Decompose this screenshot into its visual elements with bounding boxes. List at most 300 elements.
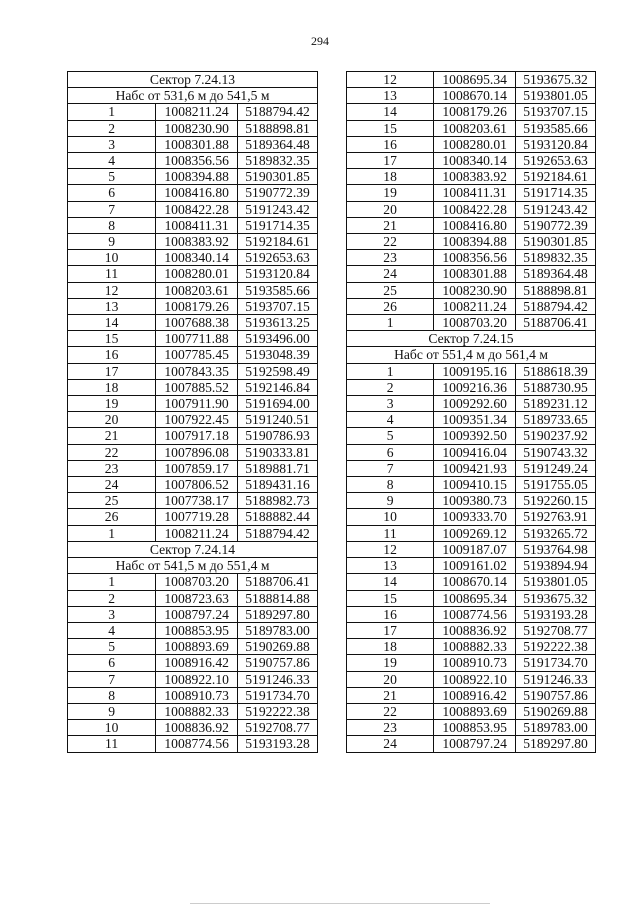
point-number-cell: 7 xyxy=(68,201,156,217)
x-coordinate-cell: 1008893.69 xyxy=(156,639,238,655)
table-row xyxy=(347,104,596,120)
x-coordinate-cell: 1008422.28 xyxy=(434,201,516,217)
point-number-cell: 17 xyxy=(347,622,434,638)
x-coordinate-cell: 1008203.61 xyxy=(434,120,516,136)
point-number-cell: 13 xyxy=(68,298,156,314)
table-row xyxy=(68,444,318,460)
point-number-cell: 8 xyxy=(68,217,156,233)
table-row xyxy=(68,315,318,331)
x-coordinate-cell: 1009410.15 xyxy=(434,477,516,493)
table-row xyxy=(68,347,318,363)
x-coordinate-cell: 1008882.33 xyxy=(156,703,238,719)
point-number-cell: 12 xyxy=(68,282,156,298)
point-number-cell: 2 xyxy=(347,379,434,395)
y-coordinate-cell: 5193120.84 xyxy=(516,136,596,152)
y-coordinate-cell: 5188898.81 xyxy=(516,282,596,298)
y-coordinate-cell: 5189832.35 xyxy=(516,250,596,266)
sector-header-row xyxy=(68,541,318,557)
y-coordinate-cell: 5192653.63 xyxy=(516,153,596,169)
x-coordinate-cell: 1009216.36 xyxy=(434,379,516,395)
x-coordinate-cell: 1007885.52 xyxy=(156,379,238,395)
x-coordinate-cell: 1008356.56 xyxy=(156,153,238,169)
point-number-cell: 11 xyxy=(68,736,156,752)
y-coordinate-cell: 5192222.38 xyxy=(516,639,596,655)
y-coordinate-cell: 5189364.48 xyxy=(516,266,596,282)
y-coordinate-cell: 5188794.42 xyxy=(516,298,596,314)
x-coordinate-cell: 1007859.17 xyxy=(156,460,238,476)
y-coordinate-cell: 5190333.81 xyxy=(238,444,318,460)
y-coordinate-cell: 5188814.88 xyxy=(238,590,318,606)
x-coordinate-cell: 1008670.14 xyxy=(434,88,516,104)
sector-header-row xyxy=(347,331,596,347)
x-coordinate-cell: 1008383.92 xyxy=(156,234,238,250)
page-number: 294 xyxy=(311,34,329,48)
x-coordinate-cell: 1007843.35 xyxy=(156,363,238,379)
y-coordinate-cell: 5188794.42 xyxy=(238,525,318,541)
point-number-cell: 19 xyxy=(347,655,434,671)
y-coordinate-cell: 5190301.85 xyxy=(238,169,318,185)
y-coordinate-cell: 5189783.00 xyxy=(516,720,596,736)
y-coordinate-cell: 5190237.92 xyxy=(516,428,596,444)
x-coordinate-cell: 1008394.88 xyxy=(156,169,238,185)
x-coordinate-cell: 1008211.24 xyxy=(156,525,238,541)
x-coordinate-cell: 1008416.80 xyxy=(434,217,516,233)
y-coordinate-cell: 5193801.05 xyxy=(516,574,596,590)
y-coordinate-cell: 5193894.94 xyxy=(516,558,596,574)
table-row xyxy=(68,428,318,444)
y-coordinate-cell: 5191714.35 xyxy=(516,185,596,201)
y-coordinate-cell: 5192260.15 xyxy=(516,493,596,509)
table-row xyxy=(68,639,318,655)
x-coordinate-cell: 1008211.24 xyxy=(156,104,238,120)
y-coordinate-cell: 5193496.00 xyxy=(238,331,318,347)
table-row xyxy=(347,639,596,655)
y-coordinate-cell: 5193048.39 xyxy=(238,347,318,363)
x-coordinate-cell: 1007711.88 xyxy=(156,331,238,347)
x-coordinate-cell: 1008179.26 xyxy=(434,104,516,120)
x-coordinate-cell: 1008280.01 xyxy=(434,136,516,152)
x-coordinate-cell: 1007917.18 xyxy=(156,428,238,444)
x-coordinate-cell: 1008882.33 xyxy=(434,639,516,655)
table-row xyxy=(68,136,318,152)
x-coordinate-cell: 1008695.34 xyxy=(434,72,516,88)
point-number-cell: 19 xyxy=(68,396,156,412)
x-coordinate-cell: 1007719.28 xyxy=(156,509,238,525)
table-row xyxy=(347,298,596,314)
point-number-cell: 10 xyxy=(68,720,156,736)
x-coordinate-cell: 1008179.26 xyxy=(156,298,238,314)
point-number-cell: 9 xyxy=(68,703,156,719)
x-coordinate-cell: 1009380.73 xyxy=(434,493,516,509)
point-number-cell: 16 xyxy=(347,606,434,622)
y-coordinate-cell: 5190757.86 xyxy=(238,655,318,671)
y-coordinate-cell: 5191240.51 xyxy=(238,412,318,428)
point-number-cell: 1 xyxy=(347,315,434,331)
y-coordinate-cell: 5191243.42 xyxy=(238,201,318,217)
point-number-cell: 7 xyxy=(347,460,434,476)
table-row xyxy=(68,104,318,120)
y-coordinate-cell: 5193707.15 xyxy=(238,298,318,314)
point-number-cell: 14 xyxy=(347,574,434,590)
table-row xyxy=(68,234,318,250)
table-row xyxy=(68,703,318,719)
y-coordinate-cell: 5192184.61 xyxy=(516,169,596,185)
table-row xyxy=(68,622,318,638)
y-coordinate-cell: 5193265.72 xyxy=(516,525,596,541)
sector-range-row xyxy=(68,88,318,104)
table-row xyxy=(347,703,596,719)
table-row xyxy=(347,201,596,217)
table-row xyxy=(68,363,318,379)
point-number-cell: 12 xyxy=(347,72,434,88)
point-number-cell: 19 xyxy=(347,185,434,201)
table-row xyxy=(347,541,596,557)
point-number-cell: 13 xyxy=(347,88,434,104)
table-row xyxy=(68,525,318,541)
x-coordinate-cell: 1008703.20 xyxy=(156,574,238,590)
x-coordinate-cell: 1008383.92 xyxy=(434,169,516,185)
y-coordinate-cell: 5190772.39 xyxy=(516,217,596,233)
table-row xyxy=(347,169,596,185)
table-row xyxy=(347,460,596,476)
x-coordinate-cell: 1007922.45 xyxy=(156,412,238,428)
x-coordinate-cell: 1008893.69 xyxy=(434,703,516,719)
y-coordinate-cell: 5192222.38 xyxy=(238,703,318,719)
table-row xyxy=(68,655,318,671)
point-number-cell: 25 xyxy=(347,282,434,298)
y-coordinate-cell: 5188898.81 xyxy=(238,120,318,136)
table-row xyxy=(68,574,318,590)
x-coordinate-cell: 1008340.14 xyxy=(434,153,516,169)
point-number-cell: 24 xyxy=(68,477,156,493)
y-coordinate-cell: 5193675.32 xyxy=(516,72,596,88)
coordinates-table-left xyxy=(67,71,318,753)
table-row xyxy=(68,201,318,217)
table-row xyxy=(68,120,318,136)
x-coordinate-cell: 1008836.92 xyxy=(434,622,516,638)
y-coordinate-cell: 5188730.95 xyxy=(516,379,596,395)
table-row xyxy=(68,671,318,687)
table-row xyxy=(347,736,596,752)
point-number-cell: 8 xyxy=(68,687,156,703)
y-coordinate-cell: 5193675.32 xyxy=(516,590,596,606)
x-coordinate-cell: 1007896.08 xyxy=(156,444,238,460)
y-coordinate-cell: 5192653.63 xyxy=(238,250,318,266)
point-number-cell: 10 xyxy=(68,250,156,266)
point-number-cell: 6 xyxy=(347,444,434,460)
table-row xyxy=(68,266,318,282)
point-number-cell: 5 xyxy=(68,169,156,185)
point-number-cell: 4 xyxy=(68,153,156,169)
table-row xyxy=(347,622,596,638)
table-row xyxy=(68,687,318,703)
y-coordinate-cell: 5190743.32 xyxy=(516,444,596,460)
table-row xyxy=(68,331,318,347)
point-number-cell: 5 xyxy=(68,639,156,655)
y-coordinate-cell: 5191246.33 xyxy=(516,671,596,687)
point-number-cell: 6 xyxy=(68,185,156,201)
y-coordinate-cell: 5189832.35 xyxy=(238,153,318,169)
y-coordinate-cell: 5189364.48 xyxy=(238,136,318,152)
x-coordinate-cell: 1008774.56 xyxy=(156,736,238,752)
y-coordinate-cell: 5192598.49 xyxy=(238,363,318,379)
table-row xyxy=(347,185,596,201)
point-number-cell: 25 xyxy=(68,493,156,509)
x-coordinate-cell: 1007911.90 xyxy=(156,396,238,412)
point-number-cell: 22 xyxy=(68,444,156,460)
x-coordinate-cell: 1008394.88 xyxy=(434,234,516,250)
point-number-cell: 14 xyxy=(347,104,434,120)
x-coordinate-cell: 1008910.73 xyxy=(156,687,238,703)
y-coordinate-cell: 5191734.70 xyxy=(516,655,596,671)
table-row xyxy=(68,379,318,395)
table-row xyxy=(347,266,596,282)
x-coordinate-cell: 1008340.14 xyxy=(156,250,238,266)
table-row xyxy=(347,412,596,428)
sector-header-row xyxy=(68,72,318,88)
point-number-cell: 17 xyxy=(68,363,156,379)
y-coordinate-cell: 5189733.65 xyxy=(516,412,596,428)
table-row xyxy=(68,298,318,314)
point-number-cell: 21 xyxy=(68,428,156,444)
y-coordinate-cell: 5188882.44 xyxy=(238,509,318,525)
sector-range-row xyxy=(68,558,318,574)
y-coordinate-cell: 5191755.05 xyxy=(516,477,596,493)
point-number-cell: 18 xyxy=(347,639,434,655)
table-row xyxy=(347,606,596,622)
x-coordinate-cell: 1007688.38 xyxy=(156,315,238,331)
table-row xyxy=(68,282,318,298)
y-coordinate-cell: 5193120.84 xyxy=(238,266,318,282)
point-number-cell: 2 xyxy=(68,590,156,606)
point-number-cell: 23 xyxy=(347,250,434,266)
point-number-cell: 17 xyxy=(347,153,434,169)
point-number-cell: 21 xyxy=(347,687,434,703)
point-number-cell: 20 xyxy=(68,412,156,428)
x-coordinate-cell: 1008230.90 xyxy=(434,282,516,298)
x-coordinate-cell: 1009351.34 xyxy=(434,412,516,428)
coordinates-table-right xyxy=(346,71,596,753)
point-number-cell: 11 xyxy=(68,266,156,282)
x-coordinate-cell: 1008411.31 xyxy=(156,217,238,233)
sector-title: Сектор 7.24.15 xyxy=(347,331,596,347)
x-coordinate-cell: 1008836.92 xyxy=(156,720,238,736)
y-coordinate-cell: 5192708.77 xyxy=(516,622,596,638)
table-row xyxy=(347,282,596,298)
point-number-cell: 26 xyxy=(68,509,156,525)
table-row xyxy=(347,687,596,703)
point-number-cell: 18 xyxy=(68,379,156,395)
x-coordinate-cell: 1008695.34 xyxy=(434,590,516,606)
point-number-cell: 13 xyxy=(347,558,434,574)
table-row xyxy=(347,136,596,152)
table-row xyxy=(347,153,596,169)
x-coordinate-cell: 1008916.42 xyxy=(434,687,516,703)
table-row xyxy=(347,234,596,250)
table-row xyxy=(347,72,596,88)
y-coordinate-cell: 5190786.93 xyxy=(238,428,318,444)
y-coordinate-cell: 5189881.71 xyxy=(238,460,318,476)
x-coordinate-cell: 1008211.24 xyxy=(434,298,516,314)
y-coordinate-cell: 5192184.61 xyxy=(238,234,318,250)
x-coordinate-cell: 1009292.60 xyxy=(434,396,516,412)
table-row xyxy=(68,509,318,525)
x-coordinate-cell: 1008422.28 xyxy=(156,201,238,217)
y-coordinate-cell: 5191714.35 xyxy=(238,217,318,233)
y-coordinate-cell: 5191249.24 xyxy=(516,460,596,476)
point-number-cell: 24 xyxy=(347,736,434,752)
y-coordinate-cell: 5188618.39 xyxy=(516,363,596,379)
point-number-cell: 15 xyxy=(347,120,434,136)
bottom-rule xyxy=(190,903,490,904)
sector-range: Набс от 531,6 м до 541,5 м xyxy=(68,88,318,104)
y-coordinate-cell: 5188794.42 xyxy=(238,104,318,120)
x-coordinate-cell: 1008356.56 xyxy=(434,250,516,266)
y-coordinate-cell: 5193193.28 xyxy=(238,736,318,752)
y-coordinate-cell: 5193764.98 xyxy=(516,541,596,557)
point-number-cell: 7 xyxy=(68,671,156,687)
table-row xyxy=(347,250,596,266)
table-row xyxy=(68,477,318,493)
x-coordinate-cell: 1008797.24 xyxy=(434,736,516,752)
y-coordinate-cell: 5190269.88 xyxy=(238,639,318,655)
x-coordinate-cell: 1008922.10 xyxy=(434,671,516,687)
y-coordinate-cell: 5189231.12 xyxy=(516,396,596,412)
x-coordinate-cell: 1008774.56 xyxy=(434,606,516,622)
point-number-cell: 5 xyxy=(347,428,434,444)
point-number-cell: 23 xyxy=(68,460,156,476)
x-coordinate-cell: 1008853.95 xyxy=(156,622,238,638)
x-coordinate-cell: 1008853.95 xyxy=(434,720,516,736)
point-number-cell: 22 xyxy=(347,234,434,250)
table-row xyxy=(347,720,596,736)
y-coordinate-cell: 5193585.66 xyxy=(516,120,596,136)
point-number-cell: 3 xyxy=(347,396,434,412)
y-coordinate-cell: 5189297.80 xyxy=(238,606,318,622)
table-row xyxy=(68,250,318,266)
x-coordinate-cell: 1008301.88 xyxy=(156,136,238,152)
point-number-cell: 14 xyxy=(68,315,156,331)
y-coordinate-cell: 5192763.91 xyxy=(516,509,596,525)
point-number-cell: 22 xyxy=(347,703,434,719)
point-number-cell: 10 xyxy=(347,509,434,525)
table-row xyxy=(347,217,596,233)
sector-range: Набс от 551,4 м до 561,4 м xyxy=(347,347,596,363)
point-number-cell: 18 xyxy=(347,169,434,185)
point-number-cell: 2 xyxy=(68,120,156,136)
point-number-cell: 11 xyxy=(347,525,434,541)
y-coordinate-cell: 5192146.84 xyxy=(238,379,318,395)
point-number-cell: 3 xyxy=(68,136,156,152)
point-number-cell: 3 xyxy=(68,606,156,622)
y-coordinate-cell: 5193585.66 xyxy=(238,282,318,298)
point-number-cell: 26 xyxy=(347,298,434,314)
point-number-cell: 1 xyxy=(68,525,156,541)
table-row xyxy=(347,477,596,493)
x-coordinate-cell: 1008301.88 xyxy=(434,266,516,282)
x-coordinate-cell: 1008280.01 xyxy=(156,266,238,282)
sector-title: Сектор 7.24.13 xyxy=(68,72,318,88)
x-coordinate-cell: 1009392.50 xyxy=(434,428,516,444)
x-coordinate-cell: 1009333.70 xyxy=(434,509,516,525)
table-row xyxy=(347,396,596,412)
point-number-cell: 1 xyxy=(68,104,156,120)
y-coordinate-cell: 5189783.00 xyxy=(238,622,318,638)
point-number-cell: 21 xyxy=(347,217,434,233)
y-coordinate-cell: 5193801.05 xyxy=(516,88,596,104)
table-row xyxy=(347,379,596,395)
table-row xyxy=(347,315,596,331)
point-number-cell: 15 xyxy=(347,590,434,606)
y-coordinate-cell: 5193193.28 xyxy=(516,606,596,622)
point-number-cell: 1 xyxy=(347,363,434,379)
point-number-cell: 20 xyxy=(347,671,434,687)
x-coordinate-cell: 1009187.07 xyxy=(434,541,516,557)
point-number-cell: 16 xyxy=(68,347,156,363)
y-coordinate-cell: 5189297.80 xyxy=(516,736,596,752)
y-coordinate-cell: 5190772.39 xyxy=(238,185,318,201)
y-coordinate-cell: 5188706.41 xyxy=(238,574,318,590)
table-row xyxy=(68,169,318,185)
x-coordinate-cell: 1008916.42 xyxy=(156,655,238,671)
table-row xyxy=(347,558,596,574)
table-row xyxy=(68,412,318,428)
table-row xyxy=(347,509,596,525)
y-coordinate-cell: 5192708.77 xyxy=(238,720,318,736)
x-coordinate-cell: 1008230.90 xyxy=(156,120,238,136)
table-row xyxy=(68,217,318,233)
table-row xyxy=(347,493,596,509)
y-coordinate-cell: 5190269.88 xyxy=(516,703,596,719)
x-coordinate-cell: 1008910.73 xyxy=(434,655,516,671)
y-coordinate-cell: 5188982.73 xyxy=(238,493,318,509)
x-coordinate-cell: 1009421.93 xyxy=(434,460,516,476)
table-row xyxy=(68,606,318,622)
table-row xyxy=(68,185,318,201)
table-row xyxy=(347,428,596,444)
table-row xyxy=(68,460,318,476)
y-coordinate-cell: 5189431.16 xyxy=(238,477,318,493)
x-coordinate-cell: 1007785.45 xyxy=(156,347,238,363)
x-coordinate-cell: 1008411.31 xyxy=(434,185,516,201)
x-coordinate-cell: 1009161.02 xyxy=(434,558,516,574)
y-coordinate-cell: 5191243.42 xyxy=(516,201,596,217)
x-coordinate-cell: 1008922.10 xyxy=(156,671,238,687)
sector-range: Набс от 541,5 м до 551,4 м xyxy=(68,558,318,574)
point-number-cell: 1 xyxy=(68,574,156,590)
y-coordinate-cell: 5191734.70 xyxy=(238,687,318,703)
table-row xyxy=(68,736,318,752)
y-coordinate-cell: 5190757.86 xyxy=(516,687,596,703)
x-coordinate-cell: 1008670.14 xyxy=(434,574,516,590)
point-number-cell: 4 xyxy=(68,622,156,638)
point-number-cell: 6 xyxy=(68,655,156,671)
x-coordinate-cell: 1008703.20 xyxy=(434,315,516,331)
point-number-cell: 12 xyxy=(347,541,434,557)
table-row xyxy=(68,396,318,412)
sector-range-row xyxy=(347,347,596,363)
point-number-cell: 4 xyxy=(347,412,434,428)
table-row xyxy=(347,590,596,606)
point-number-cell: 24 xyxy=(347,266,434,282)
table-row xyxy=(347,525,596,541)
point-number-cell: 8 xyxy=(347,477,434,493)
y-coordinate-cell: 5193707.15 xyxy=(516,104,596,120)
x-coordinate-cell: 1008797.24 xyxy=(156,606,238,622)
x-coordinate-cell: 1007806.52 xyxy=(156,477,238,493)
y-coordinate-cell: 5193613.25 xyxy=(238,315,318,331)
table-row xyxy=(68,720,318,736)
